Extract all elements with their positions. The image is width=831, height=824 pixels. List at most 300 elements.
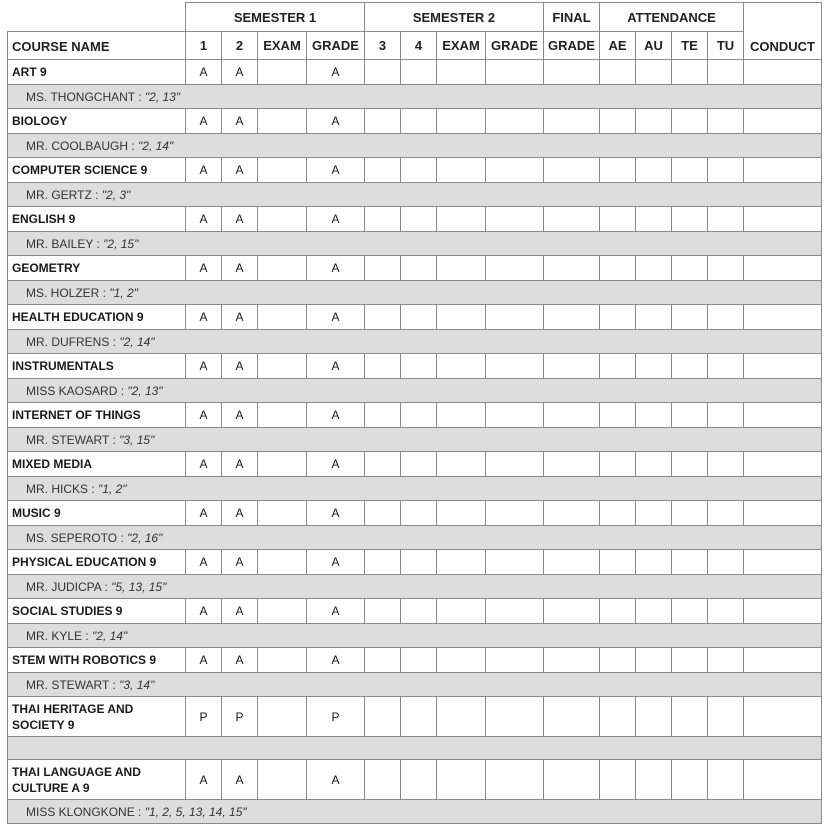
col-header: 2: [222, 32, 258, 60]
empty-cell: [544, 256, 600, 281]
grade-cell: A: [186, 452, 222, 477]
grade-cell: A: [186, 501, 222, 526]
grade-cell: A: [307, 256, 365, 281]
empty-cell: [486, 550, 544, 575]
empty-cell: [365, 550, 401, 575]
course-name: MUSIC 9: [8, 501, 186, 526]
grade-cell: P: [186, 697, 222, 737]
empty-cell: [672, 550, 708, 575]
empty-cell: [600, 109, 636, 134]
col-header: 4: [401, 32, 437, 60]
empty-cell: [636, 760, 672, 800]
course-row: [8, 60, 822, 85]
empty-cell: [437, 60, 486, 85]
empty-cell: [365, 501, 401, 526]
comment-codes: "2, 16": [127, 530, 163, 545]
empty-cell: [744, 207, 822, 232]
empty-cell: [486, 354, 544, 379]
grade-cell: A: [222, 403, 258, 428]
empty-cell: [744, 109, 822, 134]
empty-cell: [401, 109, 437, 134]
empty-cell: [437, 354, 486, 379]
course-row: [8, 697, 822, 737]
empty-cell: [544, 599, 600, 624]
teacher-cell: [8, 673, 822, 697]
teacher-row: [8, 183, 822, 207]
course-row: [8, 109, 822, 134]
teacher-row: [8, 737, 822, 760]
grade-cell: A: [307, 452, 365, 477]
empty-cell: [708, 305, 744, 330]
empty-cell: [744, 305, 822, 330]
empty-cell: [672, 305, 708, 330]
empty-cell: [708, 109, 744, 134]
empty-cell: [486, 599, 544, 624]
grade-cell: A: [222, 648, 258, 673]
empty-cell: [672, 60, 708, 85]
empty-cell: [544, 550, 600, 575]
empty-cell: [672, 599, 708, 624]
grade-cell: A: [222, 305, 258, 330]
grade-cell: [258, 60, 307, 85]
grade-cell: A: [307, 305, 365, 330]
grade-cell: A: [222, 207, 258, 232]
empty-cell: [636, 60, 672, 85]
grade-cell: A: [186, 109, 222, 134]
col-header: EXAM: [437, 32, 486, 60]
teacher-name: MR. GERTZ :: [26, 187, 102, 202]
empty-cell: [437, 760, 486, 800]
empty-cell: [636, 109, 672, 134]
col-header: 3: [365, 32, 401, 60]
empty-cell: [636, 305, 672, 330]
empty-cell: [365, 60, 401, 85]
teacher-cell: [8, 624, 822, 648]
grade-cell: [258, 109, 307, 134]
empty-cell: [600, 501, 636, 526]
grade-cell: A: [307, 403, 365, 428]
course-name: GEOMETRY: [8, 256, 186, 281]
col-header: GRADE: [486, 32, 544, 60]
grade-cell: A: [186, 60, 222, 85]
teacher-cell: [8, 477, 822, 501]
grade-cell: [258, 256, 307, 281]
course-row: [8, 256, 822, 281]
empty-cell: [437, 305, 486, 330]
empty-cell: [744, 501, 822, 526]
empty-cell: [600, 403, 636, 428]
empty-cell: [544, 109, 600, 134]
grade-cell: [258, 550, 307, 575]
course-row: [8, 648, 822, 673]
empty-cell: [636, 207, 672, 232]
empty-cell: [544, 403, 600, 428]
comment-codes: "2, 13": [127, 383, 163, 398]
empty-cell: [486, 60, 544, 85]
empty-cell: [544, 697, 600, 737]
empty-cell: [600, 207, 636, 232]
grade-cell: A: [307, 354, 365, 379]
empty-cell: [636, 452, 672, 477]
empty-cell: [544, 305, 600, 330]
teacher-row: [8, 134, 822, 158]
empty-cell: [744, 648, 822, 673]
grade-cell: A: [222, 158, 258, 183]
grade-cell: [258, 403, 307, 428]
grade-cell: A: [307, 501, 365, 526]
course-row: [8, 599, 822, 624]
empty-cell: [708, 403, 744, 428]
col-header: GRADE: [544, 32, 600, 60]
teacher-name: MR. BAILEY :: [26, 236, 104, 251]
comment-codes: "1, 2, 5, 13, 14, 15": [144, 804, 247, 819]
empty-cell: [600, 599, 636, 624]
grade-cell: A: [307, 207, 365, 232]
grade-cell: A: [307, 550, 365, 575]
comment-codes: "2, 3": [101, 187, 131, 202]
empty-cell: [636, 550, 672, 575]
grade-cell: P: [222, 697, 258, 737]
empty-cell: [708, 697, 744, 737]
empty-cell: [437, 207, 486, 232]
empty-cell: [708, 550, 744, 575]
empty-cell: [401, 599, 437, 624]
grade-cell: A: [307, 158, 365, 183]
empty-cell: [401, 501, 437, 526]
empty-cell: [672, 403, 708, 428]
course-name: THAI HERITAGE AND SOCIETY 9: [8, 697, 186, 737]
teacher-name: MR. JUDICPA :: [26, 579, 112, 594]
teacher-row: [8, 428, 822, 452]
empty-cell: [437, 403, 486, 428]
empty-cell: [401, 256, 437, 281]
grade-cell: [258, 599, 307, 624]
empty-cell: [544, 60, 600, 85]
course-name: SOCIAL STUDIES 9: [8, 599, 186, 624]
empty-cell: [672, 501, 708, 526]
course-name: ART 9: [8, 60, 186, 85]
empty-cell: [486, 109, 544, 134]
comment-codes: "2, 14": [92, 628, 128, 643]
teacher-row: [8, 281, 822, 305]
empty-cell: [672, 760, 708, 800]
empty-cell: [672, 697, 708, 737]
empty-cell: [486, 697, 544, 737]
empty-cell: [544, 501, 600, 526]
grade-cell: [258, 158, 307, 183]
teacher-name: MR. COOLBAUGH :: [26, 138, 139, 153]
grade-cell: P: [307, 697, 365, 737]
empty-cell: [365, 305, 401, 330]
col-header: AU: [636, 32, 672, 60]
empty-cell: [672, 354, 708, 379]
empty-cell: [437, 599, 486, 624]
grade-cell: A: [222, 501, 258, 526]
teacher-cell: [8, 85, 822, 109]
teacher-row: [8, 673, 822, 697]
col-header: TE: [672, 32, 708, 60]
col-header: EXAM: [258, 32, 307, 60]
course-row: [8, 354, 822, 379]
teacher-cell: [8, 428, 822, 452]
teacher-row: [8, 330, 822, 354]
empty-cell: [365, 109, 401, 134]
teacher-cell: [8, 281, 822, 305]
empty-cell: [437, 109, 486, 134]
empty-cell: [636, 256, 672, 281]
empty-cell: [401, 354, 437, 379]
empty-cell: [544, 354, 600, 379]
empty-cell: [708, 648, 744, 673]
teacher-cell: [8, 526, 822, 550]
course-name: BIOLOGY: [8, 109, 186, 134]
course-name: MIXED MEDIA: [8, 452, 186, 477]
empty-cell: [437, 697, 486, 737]
empty-cell: [486, 256, 544, 281]
empty-cell: [636, 697, 672, 737]
empty-cell: [544, 760, 600, 800]
empty-cell: [401, 697, 437, 737]
teacher-row: [8, 800, 822, 824]
grade-cell: [258, 697, 307, 737]
empty-cell: [600, 158, 636, 183]
empty-cell: [600, 452, 636, 477]
empty-cell: [744, 403, 822, 428]
empty-cell: [600, 550, 636, 575]
empty-cell: [636, 403, 672, 428]
empty-cell: [437, 501, 486, 526]
empty-cell: [365, 256, 401, 281]
comment-codes: "1, 2": [98, 481, 127, 496]
empty-cell: [437, 648, 486, 673]
empty-cell: [636, 648, 672, 673]
empty-cell: [486, 305, 544, 330]
grade-cell: A: [307, 60, 365, 85]
course-name: INTERNET OF THINGS: [8, 403, 186, 428]
empty-cell: [708, 354, 744, 379]
course-row: [8, 403, 822, 428]
teacher-cell: [8, 330, 822, 354]
semester1-header: SEMESTER 1: [186, 3, 365, 32]
col-header: 1: [186, 32, 222, 60]
empty-cell: [544, 452, 600, 477]
grade-cell: A: [222, 452, 258, 477]
teacher-row: [8, 85, 822, 109]
empty-cell: [672, 158, 708, 183]
teacher-name: MR. KYLE :: [26, 628, 93, 643]
course-row: [8, 760, 822, 800]
grade-cell: A: [186, 599, 222, 624]
grade-cell: A: [186, 760, 222, 800]
course-row: [8, 158, 822, 183]
empty-cell: [437, 550, 486, 575]
final-header: FINAL: [544, 3, 600, 32]
empty-cell: [636, 599, 672, 624]
comment-codes: "3, 15": [119, 432, 155, 447]
empty-cell: [401, 207, 437, 232]
empty-cell: [365, 354, 401, 379]
empty-cell: [600, 697, 636, 737]
col-header: TU: [708, 32, 744, 60]
teacher-cell: [8, 232, 822, 256]
empty-cell: [365, 207, 401, 232]
comment-codes: "2, 14": [119, 334, 155, 349]
course-row: [8, 501, 822, 526]
empty-cell: [544, 648, 600, 673]
grade-cell: [258, 305, 307, 330]
empty-cell: [672, 109, 708, 134]
blank-header-cell: [8, 3, 186, 32]
teacher-name: MR. STEWART :: [26, 677, 120, 692]
empty-cell: [365, 760, 401, 800]
empty-cell: [708, 207, 744, 232]
course-row: [8, 550, 822, 575]
grade-cell: A: [222, 354, 258, 379]
grade-cell: A: [307, 109, 365, 134]
empty-cell: [744, 256, 822, 281]
grade-cell: A: [186, 305, 222, 330]
grade-cell: A: [222, 550, 258, 575]
empty-cell: [365, 403, 401, 428]
empty-cell: [708, 60, 744, 85]
grade-cell: [258, 452, 307, 477]
course-name: THAI LANGUAGE AND CULTURE A 9: [8, 760, 186, 800]
empty-cell: [636, 354, 672, 379]
empty-cell: [672, 207, 708, 232]
empty-cell: [636, 501, 672, 526]
grade-cell: A: [222, 599, 258, 624]
teacher-row: [8, 379, 822, 403]
course-name-header: COURSE NAME: [8, 32, 186, 60]
attendance-header: ATTENDANCE: [600, 3, 744, 32]
teacher-name: MS. SEPEROTO :: [26, 530, 128, 545]
course-name: HEALTH EDUCATION 9: [8, 305, 186, 330]
empty-cell: [744, 697, 822, 737]
grade-cell: [258, 648, 307, 673]
grade-cell: A: [307, 599, 365, 624]
empty-cell: [708, 158, 744, 183]
empty-cell: [708, 599, 744, 624]
empty-cell: [365, 697, 401, 737]
course-name: ENGLISH 9: [8, 207, 186, 232]
empty-cell: [544, 158, 600, 183]
grade-cell: [258, 501, 307, 526]
course-name: STEM WITH ROBOTICS 9: [8, 648, 186, 673]
empty-cell: [744, 760, 822, 800]
grade-cell: A: [222, 60, 258, 85]
grade-cell: A: [222, 109, 258, 134]
course-name: COMPUTER SCIENCE 9: [8, 158, 186, 183]
course-row: [8, 452, 822, 477]
grade-cell: A: [307, 760, 365, 800]
teacher-cell: [8, 800, 822, 824]
empty-cell: [401, 452, 437, 477]
grade-cell: [258, 760, 307, 800]
empty-cell: [708, 501, 744, 526]
empty-cell: [744, 599, 822, 624]
empty-cell: [600, 256, 636, 281]
empty-cell: [600, 354, 636, 379]
teacher-name: MS. THONGCHANT :: [26, 89, 145, 104]
empty-cell: [744, 354, 822, 379]
empty-cell: [708, 760, 744, 800]
col-header: GRADE: [307, 32, 365, 60]
comment-codes: "2, 14": [138, 138, 174, 153]
empty-cell: [544, 207, 600, 232]
empty-cell: [672, 256, 708, 281]
comment-codes: "5, 13, 15": [111, 579, 167, 594]
course-rows: [8, 60, 822, 824]
grade-cell: A: [186, 207, 222, 232]
col-header: AE: [600, 32, 636, 60]
empty-cell: [672, 648, 708, 673]
teacher-row: [8, 624, 822, 648]
teacher-name: MR. STEWART :: [26, 432, 120, 447]
comment-codes: "2, 15": [103, 236, 139, 251]
teacher-row: [8, 477, 822, 501]
grade-cell: A: [307, 648, 365, 673]
empty-cell: [708, 256, 744, 281]
grade-cell: A: [186, 158, 222, 183]
grade-cell: A: [186, 256, 222, 281]
empty-cell: [744, 60, 822, 85]
empty-cell: [401, 760, 437, 800]
empty-cell: [672, 452, 708, 477]
empty-cell: [437, 256, 486, 281]
teacher-name: MR. HICKS :: [26, 481, 99, 496]
course-row: [8, 207, 822, 232]
teacher-row: [8, 232, 822, 256]
empty-cell: [600, 648, 636, 673]
empty-cell: [365, 599, 401, 624]
course-name: INSTRUMENTALS: [8, 354, 186, 379]
empty-cell: [744, 158, 822, 183]
empty-cell: [401, 60, 437, 85]
teacher-name: MISS KAOSARD :: [26, 383, 128, 398]
teacher-row: [8, 575, 822, 599]
empty-cell: [636, 158, 672, 183]
conduct-header: CONDUCT: [744, 3, 822, 60]
empty-cell: [486, 760, 544, 800]
empty-cell: [401, 403, 437, 428]
empty-cell: [437, 158, 486, 183]
teacher-cell: [8, 737, 822, 760]
teacher-name: MR. DUFRENS :: [26, 334, 120, 349]
grade-cell: A: [222, 256, 258, 281]
empty-cell: [744, 550, 822, 575]
empty-cell: [365, 452, 401, 477]
empty-cell: [600, 760, 636, 800]
teacher-cell: [8, 183, 822, 207]
empty-cell: [365, 648, 401, 673]
grade-cell: A: [186, 354, 222, 379]
empty-cell: [365, 158, 401, 183]
empty-cell: [486, 403, 544, 428]
empty-cell: [401, 305, 437, 330]
semester2-header: SEMESTER 2: [365, 3, 544, 32]
comment-codes: "1, 2": [109, 285, 138, 300]
grade-cell: A: [222, 760, 258, 800]
empty-cell: [401, 158, 437, 183]
comment-codes: "3, 14": [119, 677, 155, 692]
course-row: [8, 305, 822, 330]
grade-cell: A: [186, 550, 222, 575]
teacher-row: [8, 526, 822, 550]
teacher-cell: [8, 575, 822, 599]
empty-cell: [486, 501, 544, 526]
teacher-cell: [8, 379, 822, 403]
empty-cell: [600, 60, 636, 85]
